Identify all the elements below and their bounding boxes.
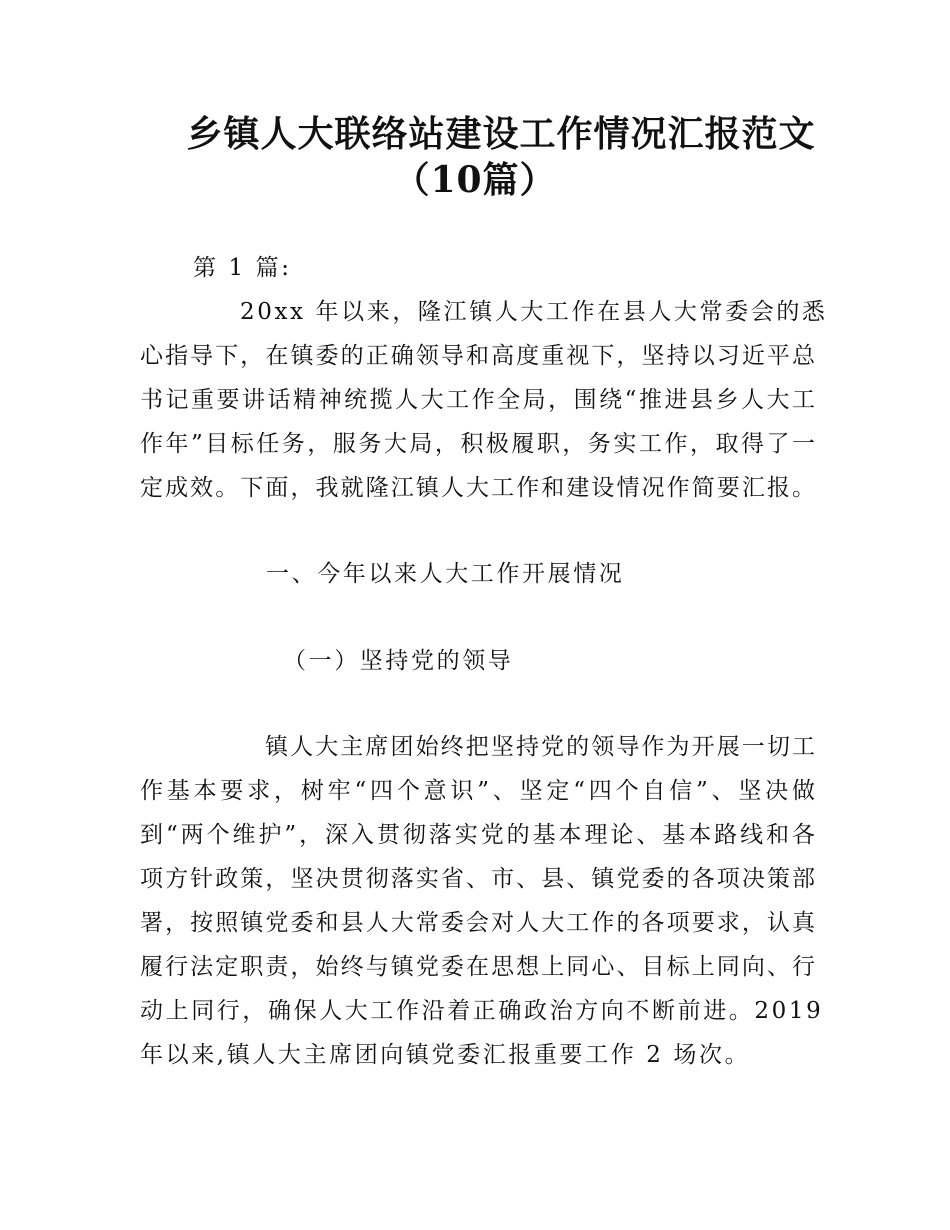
paragraph-line: 到“两个维护”，深入贯彻落实党的基本理论、基本路线和各: [140, 822, 815, 848]
paragraph-line: 心指导下，在镇委的正确领导和高度重视下，坚持以习近平总: [140, 343, 815, 369]
paragraph-line: 履行法定职责，始终与镇党委在思想上同心、目标上同向、行: [140, 954, 815, 980]
paragraph-line: 年以来,镇人大主席团向镇党委汇报重要工作 2 场次。: [140, 1042, 751, 1068]
section-heading: 一、今年以来人大工作开展情况: [266, 561, 625, 587]
document-title: 乡镇人大联络站建设工作情况汇报范文: [186, 113, 816, 155]
paragraph-line: 20xx 年以来，隆江镇人大工作在县人大常委会的悉: [240, 299, 828, 325]
paragraph-line: 署，按照镇党委和县人大常委会对人大工作的各项要求，认真: [140, 910, 815, 936]
paragraph-line: 作年”目标任务，服务大局，积极履职，务实工作，取得了一: [140, 431, 815, 457]
paragraph-line: 定成效。下面，我就隆江镇人大工作和建设情况作简要汇报。: [140, 475, 815, 501]
document-title-count: （10篇）: [393, 159, 557, 201]
paragraph-line: 动上同行，确保人大工作沿着正确政治方向不断前进。2019: [140, 998, 824, 1024]
part-label: 第 1 篇:: [193, 255, 292, 281]
subsection-heading: （一）坚持党的领导: [283, 648, 514, 674]
paragraph-line: 书记重要讲话精神统揽人大工作全局，围绕“推进县乡人大工: [140, 387, 815, 413]
paragraph-line: 镇人大主席团始终把坚持党的领导作为开展一切工: [265, 734, 815, 760]
paragraph-line: 项方针政策，坚决贯彻落实省、市、县、镇党委的各项决策部: [140, 866, 815, 892]
paragraph-line: 作基本要求，树牢“四个意识”、坚定“四个自信”、坚决做: [140, 778, 815, 804]
